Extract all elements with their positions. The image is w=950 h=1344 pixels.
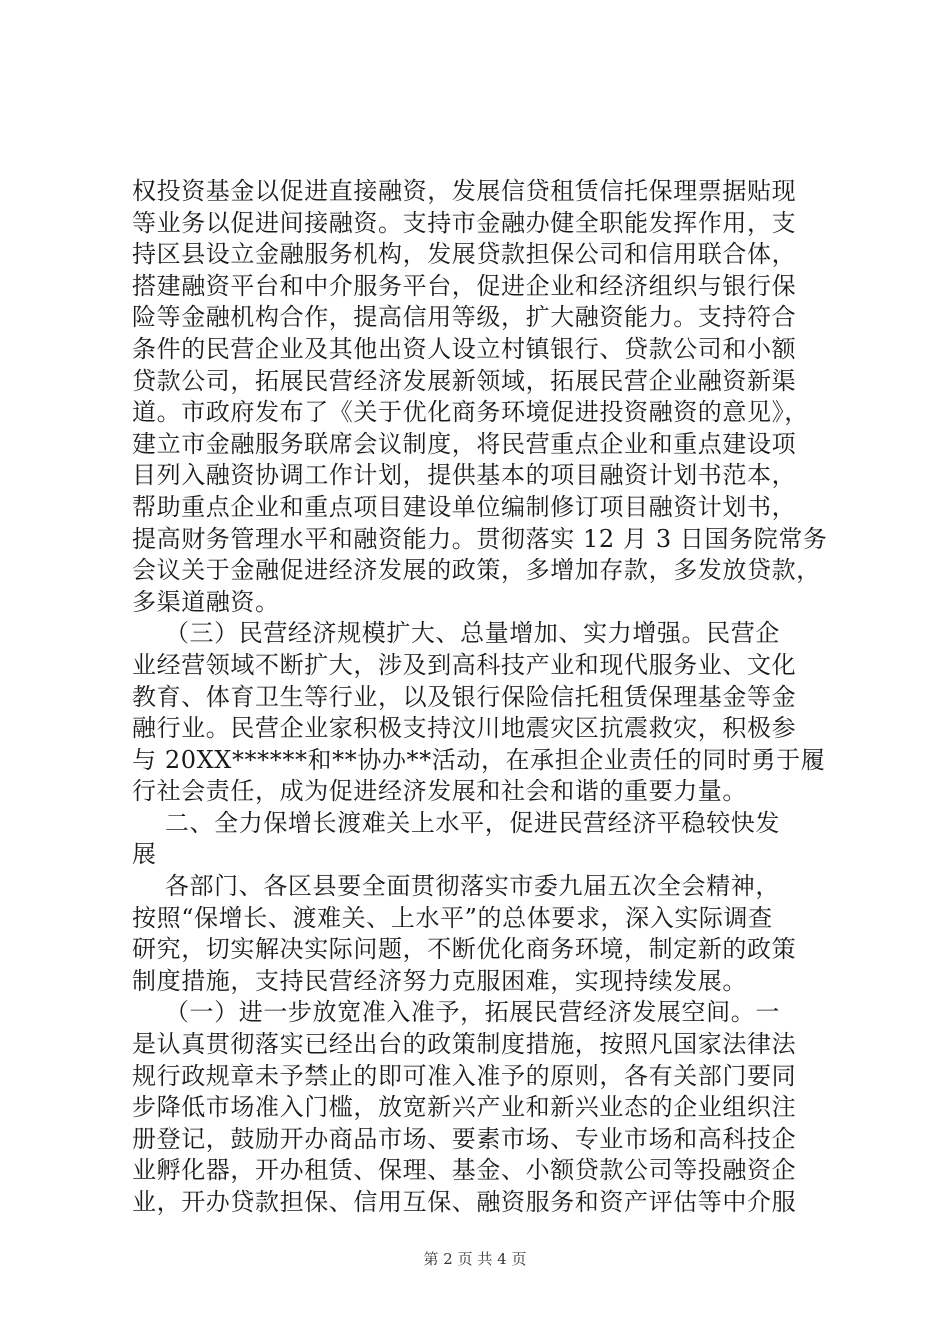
text-line: 融行业。民营企业家积极支持汶川地震灾区抗震救灾，积极参 — [132, 714, 797, 743]
text-line: 与 20XX******和**协办**活动，在承担企业责任的同时勇于履 — [132, 745, 826, 774]
text-line: （三）民营经济规模扩大、总量增加、实力增强。民营企 — [132, 619, 780, 648]
document-body — [132, 176, 832, 1219]
text-line: 险等金融机构合作，提高信用等级，扩大融资能力。支持符合 — [132, 303, 797, 332]
text-line: 道。市政府发布了《关于优化商务环境促进投资融资的意见》， — [132, 398, 809, 427]
text-line: 等业务以促进间接融资。支持市金融办健全职能发挥作用，支 — [132, 208, 797, 237]
text-line: 步降低市场准入门槛，放宽新兴产业和新兴业态的企业组织注 — [132, 1093, 797, 1122]
text-line: 业孵化器，开办租赁、保理、基金、小额贷款公司等投融资企 — [132, 1156, 797, 1185]
text-line: 提高财务管理水平和融资能力。贯彻落实 12 月 3 日国务院常务 — [132, 524, 828, 553]
text-line: 教育、体育卫生等行业，以及银行保险信托租赁保理基金等金 — [132, 682, 797, 711]
text-line: 贷款公司，拓展民营经济发展新领域，拓展民营企业融资新渠 — [132, 366, 797, 395]
page-number-label: 第 2 页 共 4 页 — [423, 1250, 527, 1268]
text-line: 业，开办贷款担保、信用互保、融资服务和资产评估等中介服 — [132, 1188, 797, 1216]
text-line: 行社会责任，成为促进经济发展和社会和谐的重要力量。 — [132, 777, 747, 806]
text-line: 各部门、各区县要全面贯彻落实市委九届五次全会精神， — [132, 872, 780, 901]
text-line: 业经营领域不断扩大，涉及到高科技产业和现代服务业、文化 — [132, 650, 797, 679]
text-line: 会议关于金融促进经济发展的政策，多增加存款，多发放贷款， — [132, 556, 821, 585]
text-line: 研究，切实解决实际问题，不断优化商务环境，制定新的政策 — [132, 935, 797, 964]
text-line: 多渠道融资。 — [132, 587, 280, 616]
text-line: 目列入融资协调工作计划，提供基本的项目融资计划书范本， — [132, 461, 797, 490]
text-line: 二、全力保增长渡难关上水平，促进民营经济平稳较快发 — [132, 808, 780, 837]
text-line: 规行政规章未予禁止的即可准入准予的原则，各有关部门要同 — [132, 1061, 797, 1090]
text-line: 搭建融资平台和中介服务平台，促进企业和经济组织与银行保 — [132, 271, 797, 300]
text-line: 制度措施，支持民营经济努力克服困难，实现持续发展。 — [132, 966, 747, 995]
text-line: 建立市金融服务联席会议制度，将民营重点企业和重点建设项 — [132, 429, 797, 458]
text-line: 持区县设立金融服务机构，发展贷款担保公司和信用联合体， — [132, 240, 797, 269]
text-line: （一）进一步放宽准入准予，拓展民营经济发展空间。一 — [132, 998, 780, 1027]
text-line: 展 — [132, 840, 157, 869]
text-line: 帮助重点企业和重点项目建设单位编制修订项目融资计划书， — [132, 492, 797, 521]
text-line: 按照“保增长、渡难关、上水平”的总体要求，深入实际调查 — [132, 903, 773, 932]
text-line: 条件的民营企业及其他出资人设立村镇银行、贷款公司和小额 — [132, 334, 797, 363]
text-line: 册登记，鼓励开办商品市场、要素市场、专业市场和高科技企 — [132, 1124, 797, 1153]
text-line: 是认真贯彻落实已经出台的政策制度措施，按照凡国家法律法 — [132, 1030, 797, 1059]
text-line: 权投资基金以促进直接融资，发展信贷租赁信托保理票据贴现 — [132, 177, 797, 205]
page-footer — [0, 1248, 950, 1269]
